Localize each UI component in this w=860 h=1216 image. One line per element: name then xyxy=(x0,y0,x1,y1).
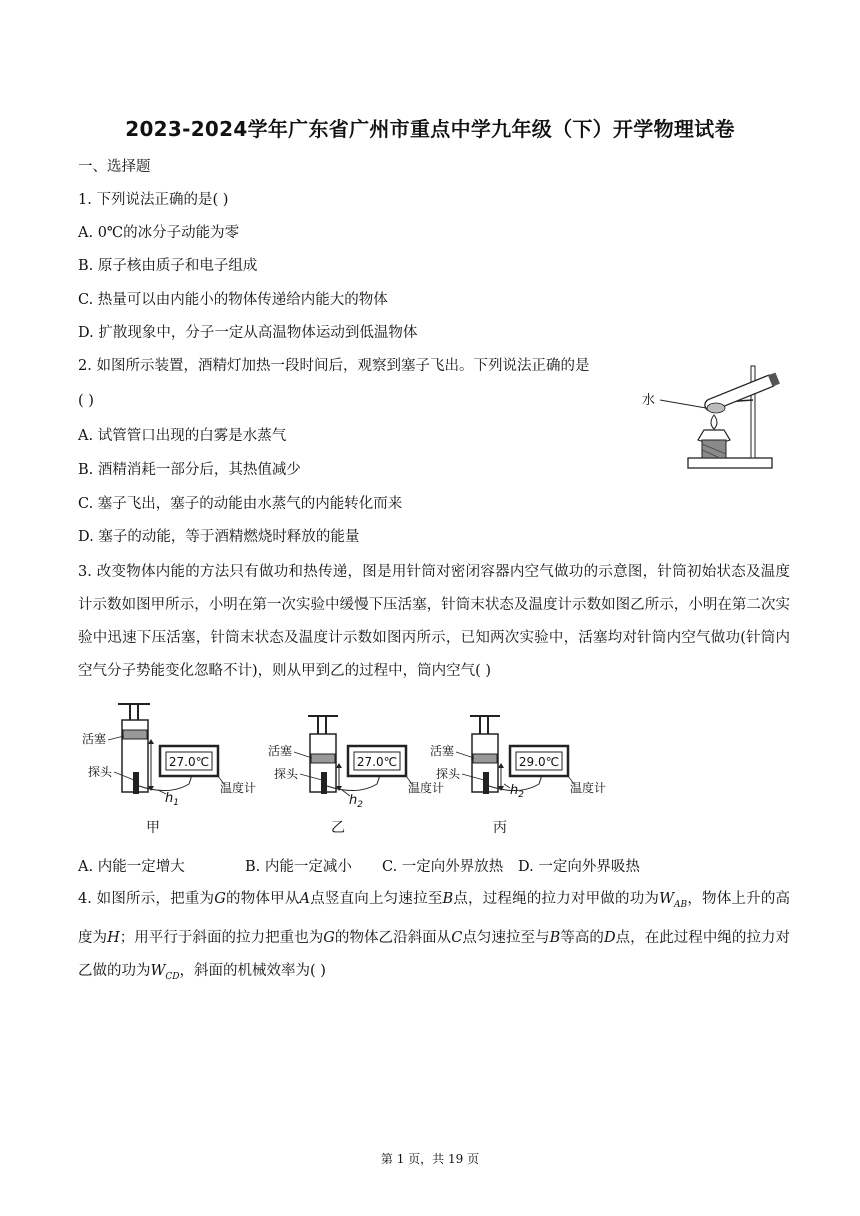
q3-option-a: A. 内能一定增大 xyxy=(78,859,185,875)
q1-stem: 1. 下列说法正确的是( ) xyxy=(78,192,229,208)
q3-figure-yi-probe-label: 探头 xyxy=(274,767,299,781)
q3-figure-bing-thermo-label: 温度计 xyxy=(570,781,607,795)
q2-stem: 2. 如图所示装置，酒精灯加热一段时间后，观察到塞子飞出。下列说法正确的是 xyxy=(78,358,590,374)
q4-var-g: G xyxy=(323,929,335,946)
q3-figure-jia xyxy=(78,700,278,840)
svg-text:h1 xyxy=(165,791,179,808)
q4-stem xyxy=(78,883,790,994)
q4-var-b: B xyxy=(442,891,454,907)
q1-option-d: D. 扩散现象中，分子一定从高温物体运动到低温物体 xyxy=(78,325,418,341)
q3-figure-yi-caption: 乙 xyxy=(331,820,345,836)
q3-figure-bing xyxy=(428,700,638,840)
q4-text: 点，过程绳的拉力对甲做的功为 xyxy=(453,891,660,907)
svg-text:h2 xyxy=(510,783,524,800)
q3-option-b: B. 内能一定减小 xyxy=(245,859,352,875)
q3-figure-bing-h-sub: 2 xyxy=(518,790,524,800)
q2-option-c: C. 塞子飞出，塞子的动能由水蒸气的内能转化而来 xyxy=(78,496,403,512)
q4-var-g: G xyxy=(214,891,226,907)
q1-option-c: C. 热量可以由内能小的物体传递给内能大的物体 xyxy=(78,292,388,308)
q4-sub-cd: CD xyxy=(165,971,180,982)
q4-text: 点，在此过程中绳的拉力对乙做的功为 xyxy=(78,929,791,979)
q2-figure-label-water: 水 xyxy=(642,393,656,408)
q4-text: 的物体乙沿斜面从 xyxy=(334,929,452,946)
q4-var-d: D xyxy=(603,929,616,946)
q3-figure-jia-caption: 甲 xyxy=(146,820,160,836)
q4-text: 点匀速拉至与 xyxy=(462,929,550,946)
q4-var-h: H xyxy=(107,929,120,946)
q4-text: 的物体甲从 xyxy=(225,891,300,907)
page-title: 2023-2024学年广东省广州市重点中学九年级（下）开学物理试卷 xyxy=(125,117,735,141)
q1-option-a: A. 0℃的冰分子动能为零 xyxy=(78,225,240,241)
q3-option-c: C. 一定向外界放热 xyxy=(382,859,504,875)
q1-option-b: B. 原子核由质子和电子组成 xyxy=(78,258,258,274)
q3-figure-jia-piston-label: 活塞 xyxy=(82,732,107,746)
q4-var-b: B xyxy=(549,929,561,946)
q4-sub-ab: AB xyxy=(674,899,688,910)
q3-figure-yi-piston-label: 活塞 xyxy=(268,744,293,758)
q3-option-d: D. 一定向外界吸热 xyxy=(518,859,640,875)
q3-figure-jia-h: h xyxy=(165,791,174,806)
page-footer: 第 1 页，共 19 页 xyxy=(380,1152,480,1166)
q4-text: ，斜面的机械效率为( ) xyxy=(179,962,326,979)
q3-figure-bing-reading: 29.0℃ xyxy=(518,755,560,769)
q2-stem-cont: ( ) xyxy=(78,393,94,409)
q3-figure-bing-caption: 丙 xyxy=(493,820,507,836)
q3-figure-yi-thermo-label: 温度计 xyxy=(408,781,445,795)
q3-figure-jia-thermo-label: 温度计 xyxy=(220,781,257,795)
q3-figure-bing-piston-label: 活塞 xyxy=(430,744,455,758)
q3-figure-yi-h: h xyxy=(349,793,358,808)
q4-text: 4. 如图所示，把重为 xyxy=(78,891,215,907)
q4-var-w-cd: W xyxy=(150,962,166,979)
q4-var-c: C xyxy=(451,929,463,946)
q3-figure-jia-h-sub: 1 xyxy=(173,798,179,808)
q3-stem: 3. 改变物体内能的方法只有做功和热传递，图是用针筒对密闭容器内空气做功的示意图，针筒初始状态及温度计示数如图甲所示，小明在第一次实验中缓慢下压活塞，针筒末状态及温度计示数如图乙所示，小明在第二次实验中迅速下压活塞，针筒末状态及温度计示数如图丙所示，已知两次实验中，活塞均对针筒内空气做功(针筒内空气分子势能变化忽略不计)，则从甲到乙的过程中，筒内空气( ) xyxy=(78,564,790,679)
q2-option-a: A. 试管管口出现的白雾是水蒸气 xyxy=(78,428,287,444)
q3-figure-yi-h-sub: 2 xyxy=(357,800,363,810)
q3-figure-bing-h: h xyxy=(510,783,519,798)
q4-text: 点竖直向上匀速拉至 xyxy=(310,891,443,907)
q4-var-w-ab: W xyxy=(659,891,675,907)
q2-option-d: D. 塞子的动能，等于酒精燃烧时释放的能量 xyxy=(78,529,360,545)
svg-text:h2 xyxy=(349,793,363,810)
q2-option-b: B. 酒精消耗一部分后，其热值减少 xyxy=(78,462,301,478)
q3-figure-jia-probe-label: 探头 xyxy=(88,765,113,779)
q4-text: ，物体上升的高度为 xyxy=(78,891,791,946)
q3-figures xyxy=(78,700,638,840)
q4-text: 等高的 xyxy=(560,929,604,946)
q3-options xyxy=(78,857,640,877)
q3-figure-bing-probe-label: 探头 xyxy=(436,767,461,781)
q4-text: ；用平行于斜面的拉力把重也为 xyxy=(119,929,324,946)
section-heading: 一、选择题 xyxy=(78,159,151,175)
q3-figure-yi-reading: 27.0℃ xyxy=(356,755,398,769)
q4-var-a: A xyxy=(299,891,310,907)
q3-figure-jia-reading: 27.0℃ xyxy=(168,755,210,769)
q2-apparatus-figure xyxy=(640,360,785,475)
